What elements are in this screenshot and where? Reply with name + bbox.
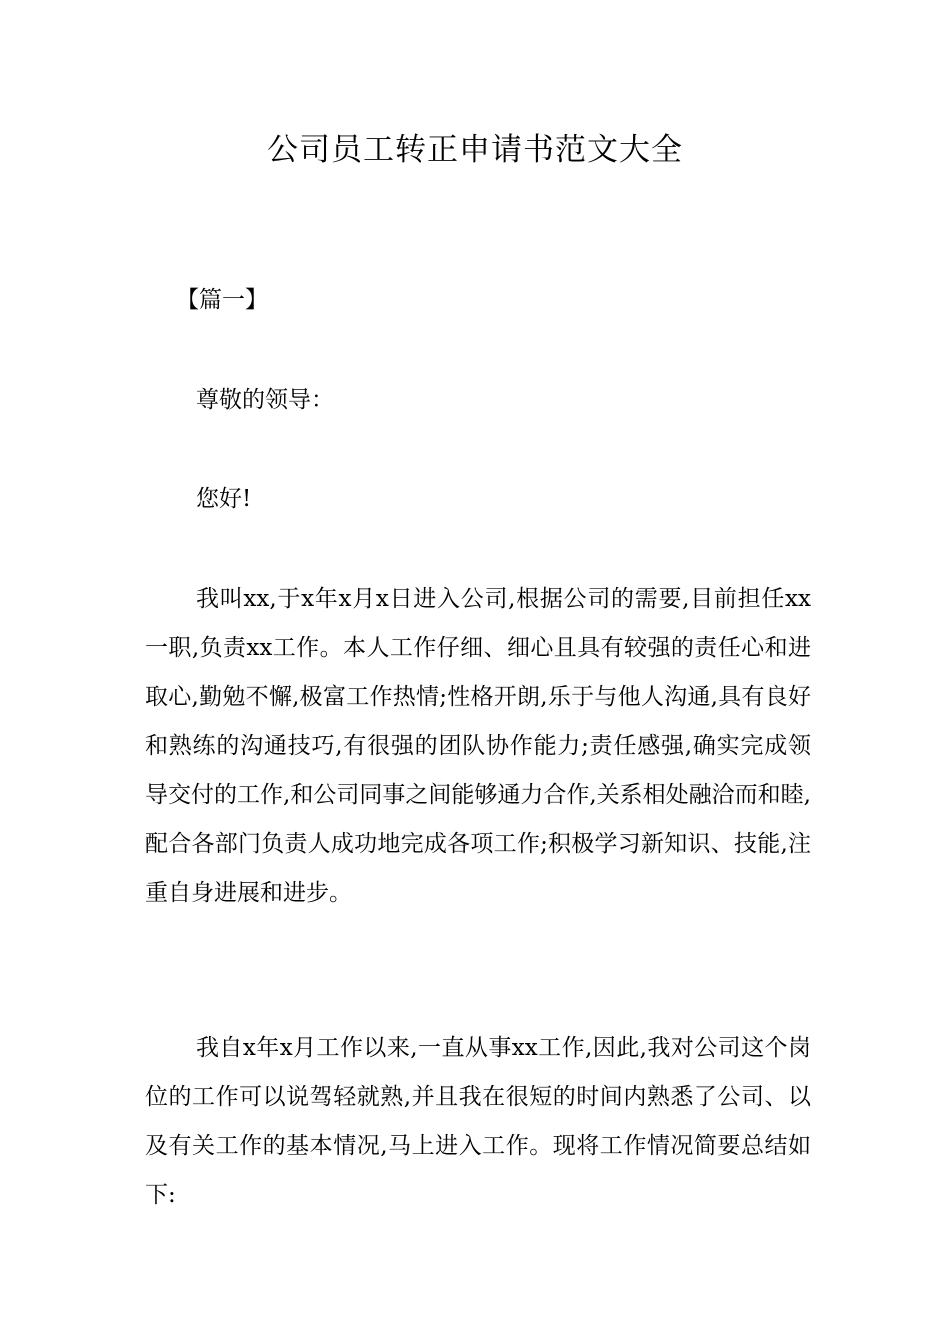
greeting: 您好! (196, 486, 252, 512)
body-paragraph-2: 我自x年x月工作以来,一直从事xx工作,因此,我对公司这个岗位的工作可以说驾轻就熟,并且我在很短的时间内熟悉了公司、以及有关工作的基本情况,马上进入工作。现将工作情况简要总结如下: (145, 1035, 811, 1208)
salutation: 尊敬的领导： (196, 387, 334, 413)
body-paragraph-1: 我叫xx,于x年x月x日进入公司,根据公司的需要,目前担任xx一职,负责xx工作。本人工作仔细、细心且具有较强的责任心和进取心,勤勉不懈,极富工作热情;性格开朗,乐于与他人沟通,具有良好和熟练的沟通技巧,有很强的团队协作能力;责任感强,确实完成领导交付的工作,和公司同事之间能够通力合作,关系相处融洽而和睦,配合各部门负责人成功地完成各项工作;积极学习新知识、技能,注重自身进展和进步。 (145, 586, 811, 906)
section-label: 【篇一】 (176, 287, 268, 313)
document-title: 公司员工转正申请书范文大全 (267, 132, 683, 168)
